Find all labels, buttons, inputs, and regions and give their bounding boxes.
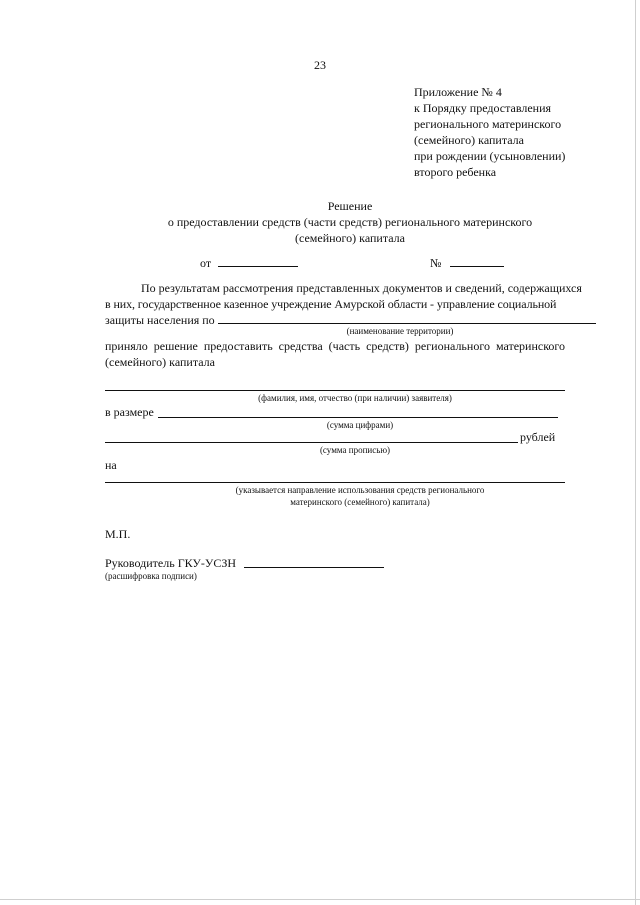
amount-label: в размере xyxy=(105,405,154,419)
direction-label: на xyxy=(105,458,117,472)
title-line: (семейного) капитала xyxy=(295,231,405,245)
title-line: Решение xyxy=(327,199,373,213)
appendix-line: Приложение № 4 xyxy=(414,85,502,99)
title-line: о предоставлении средств (части средств) регионального материнского xyxy=(167,215,533,229)
document-title xyxy=(0,198,640,246)
paragraph-line: защиты населения по xyxy=(105,313,215,327)
direction-blank-line xyxy=(105,482,565,483)
appendix-line: при рождении (усыновлении) xyxy=(414,149,566,163)
appendix-line: (семейного) капитала xyxy=(414,133,524,147)
territory-caption: (наименование территории) xyxy=(346,326,454,336)
signature-label: Руководитель ГКУ-УСЗН xyxy=(105,556,237,570)
signature-blank-line xyxy=(244,567,384,568)
rubles-label: рублей xyxy=(520,430,556,444)
date-blank-line xyxy=(218,254,298,267)
paragraph-results xyxy=(105,280,598,328)
paragraph-line: в них, государственное казенное учреждение Амурской области - управление социальной xyxy=(105,297,557,311)
number-blank-line xyxy=(450,254,504,267)
appendix-line: регионального материнского xyxy=(414,117,562,131)
direction-caption xyxy=(180,484,540,508)
paragraph-line: приняло решение предоставить средства (часть средств) регионального материнского xyxy=(105,339,566,353)
applicant-blank-line xyxy=(105,390,565,391)
appendix-line: к Порядку предоставления xyxy=(414,101,552,115)
decision-number-field xyxy=(430,254,504,271)
amount-digits-caption: (сумма цифрами) xyxy=(326,420,394,430)
direction-caption-line: (указывается направление использования средств регионального xyxy=(235,485,485,495)
paragraph-line: (семейного) капитала xyxy=(105,355,215,369)
date-label: от xyxy=(200,256,212,270)
stamp-place: М.П. xyxy=(105,527,131,541)
applicant-caption: (фамилия, имя, отчество (при наличии) заявителя) xyxy=(258,393,452,403)
direction-caption-line: материнского (семейного) капитала) xyxy=(290,497,430,507)
territory-blank-line xyxy=(218,323,596,324)
signature-caption: (расшифровка подписи) xyxy=(105,571,197,581)
page-edge-bottom xyxy=(0,899,640,900)
amount-digits-blank-line xyxy=(158,417,558,418)
amount-words-blank-line xyxy=(105,442,518,443)
date-field xyxy=(200,254,298,271)
amount-words-caption: (сумма прописью) xyxy=(319,445,391,455)
paragraph-line: По результатам рассмотрения представленных документов и сведений, содержащихся xyxy=(141,281,582,295)
page-edge-right xyxy=(635,0,636,905)
appendix-line: второго ребенка xyxy=(414,165,497,179)
page-number: 23 xyxy=(314,58,326,72)
paragraph-decision xyxy=(105,338,598,370)
number-label: № xyxy=(430,256,442,270)
appendix-note xyxy=(414,84,565,180)
